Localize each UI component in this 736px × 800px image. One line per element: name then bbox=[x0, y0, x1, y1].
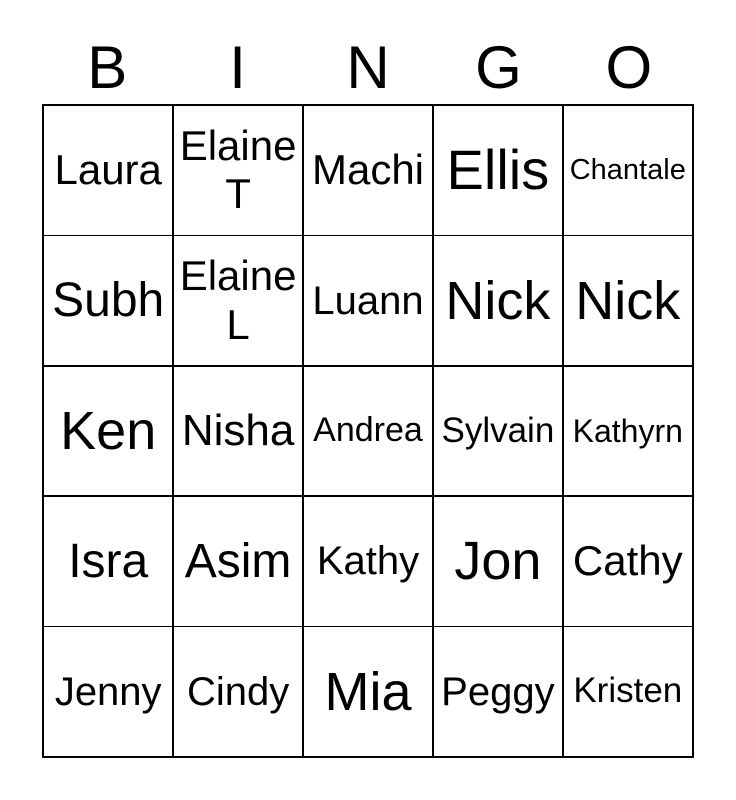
bingo-cell[interactable]: Nick bbox=[434, 236, 562, 365]
bingo-cell[interactable]: Peggy bbox=[434, 627, 562, 756]
bingo-cell[interactable]: Nick bbox=[564, 236, 692, 365]
bingo-cell[interactable]: Cindy bbox=[174, 627, 302, 756]
bingo-cell[interactable]: Elaine L bbox=[174, 236, 302, 365]
bingo-cell[interactable]: Mia bbox=[304, 627, 432, 756]
bingo-letter-g: G bbox=[475, 34, 522, 101]
bingo-cell[interactable]: Subh bbox=[44, 236, 172, 365]
bingo-cell[interactable]: Kathy bbox=[304, 497, 432, 626]
bingo-cell[interactable]: Andrea bbox=[304, 367, 432, 496]
bingo-title bbox=[42, 34, 694, 101]
bingo-cell[interactable]: Chantale bbox=[564, 106, 692, 235]
bingo-cell[interactable]: Kathyrn bbox=[564, 367, 692, 496]
bingo-cell[interactable]: Machi bbox=[304, 106, 432, 235]
bingo-cell[interactable]: Jenny bbox=[44, 627, 172, 756]
bingo-cell[interactable]: Cathy bbox=[564, 497, 692, 626]
bingo-cell[interactable]: Ken bbox=[44, 367, 172, 496]
bingo-cell[interactable]: Elaine T bbox=[174, 106, 302, 235]
bingo-cell[interactable]: Sylvain bbox=[434, 367, 562, 496]
bingo-cell[interactable]: Nisha bbox=[174, 367, 302, 496]
bingo-letter-o: O bbox=[605, 34, 653, 101]
bingo-letter-i: I bbox=[229, 34, 246, 101]
bingo-cell[interactable]: Luann bbox=[304, 236, 432, 365]
bingo-letter-n: N bbox=[346, 34, 390, 101]
bingo-letter-b: B bbox=[87, 34, 128, 101]
bingo-cell[interactable]: Laura bbox=[44, 106, 172, 235]
bingo-cell[interactable]: Ellis bbox=[434, 106, 562, 235]
bingo-grid bbox=[42, 104, 694, 758]
bingo-cell[interactable]: Isra bbox=[44, 497, 172, 626]
bingo-cell[interactable]: Kristen bbox=[564, 627, 692, 756]
bingo-cell[interactable]: Jon bbox=[434, 497, 562, 626]
bingo-cell[interactable]: Asim bbox=[174, 497, 302, 626]
